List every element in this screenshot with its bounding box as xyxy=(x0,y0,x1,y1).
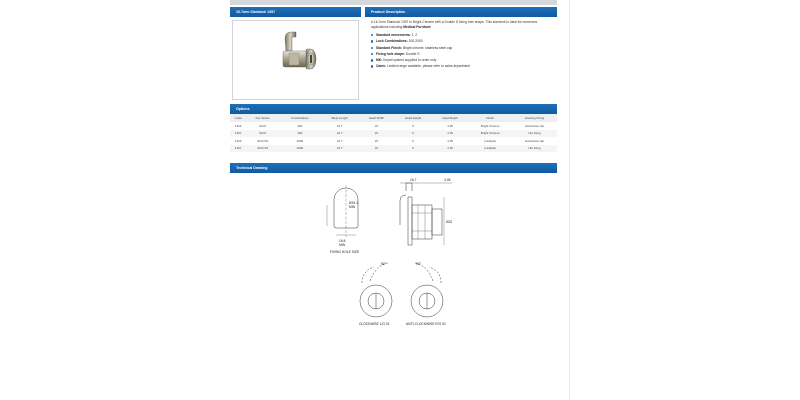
column-header: Head Depth xyxy=(432,114,468,122)
table-header-row xyxy=(230,114,557,122)
table-cell: 2000 xyxy=(279,145,321,153)
table-cell: 6 xyxy=(394,130,432,138)
options-header: Options xyxy=(230,104,557,114)
dim-width-min: MIN xyxy=(339,243,346,247)
technical-drawing-header: Technical Drawing xyxy=(230,163,557,173)
product-image-pane xyxy=(230,7,361,103)
table-cell: 200 xyxy=(279,130,321,138)
table-cell: (multiple) xyxy=(484,138,497,143)
table-cell: 22 xyxy=(374,138,379,143)
table-cell: Horseshoe clip xyxy=(524,138,545,143)
table-cell: 1497 xyxy=(230,145,246,153)
technical-drawing-section xyxy=(230,163,557,326)
column-header: Code xyxy=(230,114,246,122)
clockwise-label: CLOCKWISE L/G 01 xyxy=(359,322,390,326)
spec-item xyxy=(371,63,551,69)
spec-label: Lock Combinations: xyxy=(376,39,408,44)
column-header: Finish xyxy=(468,114,512,122)
table-cell: 4.35 xyxy=(447,138,453,143)
catalog-page xyxy=(230,0,557,400)
table-cell: 6 xyxy=(394,145,432,153)
dim-diameter-min: MIN xyxy=(349,205,356,209)
table-cell: Nut fixing xyxy=(512,130,557,138)
description-text: A 16.7mm Slamlock 1397 in Bright Chrome with a Double D fixing hole shape. This slamlock is ideal for numerous applications including xyxy=(371,20,538,29)
description-paragraph xyxy=(371,20,551,30)
table-row xyxy=(230,130,557,138)
anticlockwise-label: ANTI-CLOCKWISE R/G 02 xyxy=(406,322,446,326)
dim-width: 16.6 xyxy=(339,239,346,243)
table-cell: Bright Chrome xyxy=(468,130,512,138)
table-cell: 22 xyxy=(359,145,394,153)
table-cell: 16.7 xyxy=(321,130,359,138)
table-cell: 22 xyxy=(374,123,379,128)
table-row xyxy=(230,122,557,130)
dim-depth: 4.35 xyxy=(444,178,451,182)
description-bold: Medical Furniture xyxy=(403,25,431,29)
table-cell: 92-M xyxy=(246,130,279,138)
description-header: Product Description xyxy=(365,7,557,17)
column-header: Head Height xyxy=(394,114,432,122)
fixing-hole-label: FIXING HOLE SIZE xyxy=(330,250,360,254)
table-cell: 90-0716 xyxy=(257,138,268,143)
table-cell: (multiple) xyxy=(468,145,512,153)
product-description-pane xyxy=(365,7,557,103)
table-cell: 4.35 xyxy=(447,123,453,128)
dim-diameter: Ø19.1 xyxy=(349,201,358,205)
table-cell: 90-0716 xyxy=(246,145,279,153)
product-title: 16.7mm Slamlock 1397 xyxy=(230,7,361,17)
table-cell: 16.7 xyxy=(321,145,359,153)
table-cell: Nut fixing xyxy=(512,145,557,153)
product-image xyxy=(232,20,359,100)
cam-lock-picture xyxy=(233,21,360,101)
top-bar xyxy=(230,0,557,5)
spec-label: Standard Finish: xyxy=(376,45,403,50)
table-row xyxy=(230,145,557,153)
spec-value: Keyed system supplied to order only xyxy=(383,58,437,63)
table-cell: 1323 xyxy=(234,123,242,128)
angle-right-label: 90° xyxy=(416,262,421,266)
table-cell: 6 xyxy=(412,138,414,143)
table-cell: 4.35 xyxy=(432,145,468,153)
table-cell: 200 xyxy=(297,123,303,128)
table-cell: 16.7 xyxy=(336,123,343,128)
spec-value: Double D xyxy=(405,51,420,56)
lock-body xyxy=(412,205,432,239)
options-section xyxy=(230,104,557,152)
dim-body-length: 16.7 xyxy=(410,178,417,182)
spec-label: Cams: xyxy=(376,64,387,69)
spec-list xyxy=(371,32,551,70)
table-cell: 1423 xyxy=(234,138,242,143)
table-cell: 16.7 xyxy=(336,138,343,143)
table-row xyxy=(230,137,557,145)
column-header: Combinations xyxy=(279,114,321,122)
table-cell: 92-M xyxy=(259,123,266,128)
column-header: Body Length xyxy=(321,114,359,122)
table-cell: 1397 xyxy=(230,130,246,138)
spec-value: 1, 2 xyxy=(411,33,418,37)
table-cell: 4.35 xyxy=(432,130,468,138)
angle-left-label: 90° xyxy=(381,262,386,266)
spec-value: 200-2000 xyxy=(408,39,423,44)
options-table xyxy=(230,114,557,152)
column-header: Housing Fixing xyxy=(512,114,557,122)
description-body xyxy=(371,20,551,70)
spec-label: MK: xyxy=(376,58,383,63)
spec-value: Bright chrome, stainless steel cap xyxy=(402,45,453,50)
spec-label: Standard movements: xyxy=(376,33,411,37)
column-header: Head Width xyxy=(359,114,394,122)
page-divider-line xyxy=(569,0,570,400)
column-header: Key Series xyxy=(246,114,279,122)
lock-flange xyxy=(408,197,412,245)
table-cell: Horseshoe clip xyxy=(524,123,545,128)
table-cell: 2000 xyxy=(296,138,304,143)
table-cell: 22 xyxy=(359,130,394,138)
spec-value: Limited range available, please refer to sales department xyxy=(387,64,471,69)
technical-drawing xyxy=(230,175,557,355)
dim-head: Ø22 xyxy=(446,220,453,224)
spec-label: Fixing hole shape: xyxy=(376,51,405,56)
table-cell: 6 xyxy=(412,123,414,128)
table-cell: Bright Chrome xyxy=(480,123,500,128)
